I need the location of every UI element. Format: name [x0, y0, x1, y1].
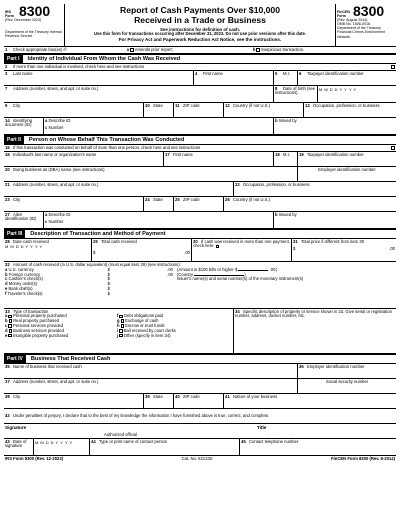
p2-first-name-field[interactable]: 17 First name: [164, 152, 274, 166]
p2-address-label: Address (number, street, and apt. or suite no.): [13, 181, 99, 187]
p2-occupation-label: Occupation, profession, or business: [243, 181, 310, 187]
date-part-letter: Y: [339, 86, 343, 92]
contact-phone-field[interactable]: 45 Contact telephone number: [241, 438, 299, 444]
date-received-field[interactable]: 28 Date cash received M M D D Y Y Y Y: [4, 239, 92, 261]
date-part-letter: D: [15, 244, 19, 250]
alien-id-describe-label: Describe ID: [48, 211, 71, 217]
date-part-letter: D: [45, 439, 49, 445]
transaction-type-label: Type of transaction: [13, 308, 49, 314]
irs-form-block: [4, 4, 65, 46]
mi-field[interactable]: 5 M.I.: [274, 71, 298, 85]
alien-id-number-label: Number: [48, 219, 64, 225]
line-14: [4, 118, 396, 135]
title-field[interactable]: [256, 424, 396, 438]
suspicious-checkbox[interactable]: [256, 48, 260, 52]
line-15-text: If this transaction was conducted on behalf of more than one person, check here and see instructions: [13, 144, 201, 150]
line-32-text: Amount of cash received (in U.S. dollar equivalent) (must equal item 29) (see instructions):: [13, 262, 181, 267]
irs-dept: Department of the Treasury Internal Revenue Service: [5, 30, 62, 39]
suspicious-label: Suspicious transaction.: [261, 46, 305, 52]
hundred-bills-cents: .00: [269, 266, 276, 272]
travelers-check-label: Traveler's check(s): [7, 290, 43, 296]
business-nature-label: Nature of your business: [233, 393, 278, 399]
date-part-letter: Y: [69, 439, 73, 445]
p2-occupation-field[interactable]: 22 Occupation, profession, or business: [235, 181, 310, 187]
occupation-label: Occupation, profession, or business: [313, 102, 380, 108]
business-zip-field[interactable]: 40 ZIP code: [174, 394, 224, 408]
org-name-label: Individual's last name or organization's name: [13, 151, 97, 157]
type-d-checkbox[interactable]: [9, 329, 13, 333]
type-g-checkbox[interactable]: [121, 319, 125, 323]
p2-zip-label: ZIP code: [183, 196, 200, 202]
line-21-22: [4, 182, 396, 197]
sig-date-label-cell: 43 Date of signature: [4, 439, 34, 455]
id-issued-field[interactable]: b Issued by: [275, 117, 297, 123]
line-1: [4, 47, 396, 54]
date-part-letter: M: [10, 244, 14, 250]
line-1b-letter: b: [252, 46, 256, 52]
line-1a-letter: a: [126, 46, 130, 52]
omb-number: OMB No. 1506-0018: [337, 22, 370, 27]
money-order-label: Money order(s): [8, 281, 38, 287]
type-a-label: Personal property purchased: [12, 313, 67, 319]
footer-cat: Cat. No. 62133S: [181, 456, 213, 461]
type-e-checkbox[interactable]: [8, 334, 12, 338]
cashiers-check-label: Cashier's check(s): [8, 276, 43, 282]
foreign-currency-label: Foreign currency: [8, 271, 41, 277]
date-part-letter: D: [50, 439, 54, 445]
type-h-label: Escrow or trust funds: [125, 323, 165, 329]
business-address-field[interactable]: 37 Address (number, street, and apt. or suite no.): [4, 379, 298, 393]
fincen-rev: (Rev. August 2014): [337, 18, 368, 22]
date-part-letter: Y: [55, 439, 59, 445]
first-name-field[interactable]: 4 First name: [194, 71, 274, 85]
see-instructions: See instructions for definition of cash.: [159, 26, 240, 32]
amends-label: Amends prior report;: [134, 46, 173, 52]
part4-label: Part IV: [4, 355, 26, 363]
business-city-field[interactable]: 38 City: [4, 394, 144, 408]
date-part-letter: Y: [39, 244, 43, 250]
p2-state-field[interactable]: 24 State: [144, 197, 174, 211]
form-header: [4, 4, 396, 47]
fincen-form-block: [335, 4, 396, 46]
signature-label: Signature: [5, 425, 27, 430]
type-b-label: Real property purchased: [13, 318, 60, 324]
business-state-label: State: [153, 393, 163, 399]
issuer-note: Issuer's name(s) and serial number(s) of the monetary instrument(s): [177, 276, 304, 282]
us-currency-label: U.S. currency: [8, 266, 34, 272]
contact-phone-label: Contact telephone number: [249, 438, 299, 444]
transaction-type: 33 Type of transaction a Personal property purchased b Real property purchased c Personal services provided d Business services provided e Intangible property purchased f Debt obligations paid g Exchange of cash h Escrow or trust funds i Bail received by court clerks j Other (specify in item 34): [4, 309, 234, 353]
date-received-mdy: [5, 245, 90, 250]
date-part-letter: D: [20, 244, 24, 250]
id-label-cell: 14 Identifying document (ID): [4, 118, 44, 134]
date-part-letter: Y: [34, 244, 38, 250]
type-d-label: Business services provided: [13, 327, 64, 333]
line-15-checkbox[interactable]: [391, 146, 395, 150]
irs-form-number: 8300: [19, 3, 51, 19]
part2-header: [4, 135, 396, 145]
footer: [4, 456, 396, 463]
org-name-field[interactable]: 16 Individual's last name or organization's name: [4, 152, 164, 166]
payment-types: a U.S. currency $ b Foreign currency $ c Cashier's check(s) $ d Money order(s) $ e Bank draft(s) $ f Traveler's check(s) $: [5, 266, 110, 296]
hundred-bills-note: (Amount in $100 bills or higher $: [177, 266, 238, 272]
id-number-label: Number: [48, 125, 64, 131]
cashiers-check-dollar: $: [107, 276, 110, 282]
title-label: Title: [257, 425, 267, 430]
irs-form-prefix: IRS Form: [5, 9, 14, 18]
total-cash-field[interactable]: 29 Total cash received $ .00: [92, 239, 192, 261]
p2-mi-field[interactable]: 18 M.I.: [274, 152, 298, 166]
line-7-8: [4, 86, 396, 103]
foreign-currency-dollar: $: [107, 271, 110, 277]
date-part-letter: Y: [344, 86, 347, 92]
last-name-field[interactable]: 3 Last name: [4, 71, 194, 85]
p2-ein-field[interactable]: [298, 167, 396, 181]
p2-city-field[interactable]: 23 City: [4, 197, 144, 211]
date-received-label: Date cash received: [13, 238, 49, 244]
type-i-label: Bail received by court clerks: [123, 327, 176, 333]
part3-header: [4, 229, 396, 239]
business-ssn-field[interactable]: [298, 379, 396, 393]
type-c-label: Personal services provided: [12, 323, 64, 329]
line-35-36: [4, 364, 396, 379]
id-issued-label: Issued by: [278, 117, 297, 123]
p2-country-field[interactable]: 26 Country (if not U.S.): [225, 196, 271, 202]
business-ein-label: Employer identification number: [307, 363, 365, 369]
contact-name-label: Type or print name of contact person: [99, 438, 168, 444]
line-20: [4, 167, 396, 182]
date-part-letter: Y: [30, 244, 33, 250]
total-price-dollar: $: [293, 246, 296, 252]
p2-country-label: Country (if not U.S.): [233, 196, 271, 202]
total-price-field[interactable]: 31 Total price if different from item 29 $ .00: [293, 238, 395, 252]
address-label: Address (number, street, and apt. or suite no.): [13, 85, 99, 91]
p2-address-field[interactable]: 21 Address (number, street, and apt. or suite no.): [4, 182, 234, 196]
line-2-checkbox[interactable]: [391, 65, 395, 69]
us-currency-cents: .00: [167, 266, 173, 272]
type-c-checkbox[interactable]: [8, 324, 12, 328]
type-f-label: Debt obligations paid: [124, 313, 164, 319]
business-zip-label: ZIP code: [183, 393, 200, 399]
footer-fincen: FinCEN Form 8300 (Rev. 8-2014): [331, 456, 395, 461]
p2-first-name-label: First name: [173, 151, 193, 157]
part1-title: Identity of Individual From Whom the Cash Was Received: [27, 55, 181, 62]
line-38-41: [4, 394, 396, 409]
type-j-label: Other (specify in item 34): [123, 332, 171, 338]
date-part-letter: Y: [60, 439, 63, 445]
tin-field[interactable]: 6 Taxpayer identification number: [299, 70, 364, 76]
mi-label: M.I.: [283, 70, 290, 76]
city-label: City: [13, 102, 21, 108]
p2-tin-field[interactable]: 19 Taxpayer identification number: [299, 151, 364, 157]
p2-zip-field[interactable]: 25 ZIP code: [174, 197, 224, 211]
alien-id-describe-field[interactable]: a Describe ID c Number: [44, 212, 274, 228]
line-9-13: [4, 103, 396, 118]
type-b-checkbox[interactable]: [9, 319, 13, 323]
state-field[interactable]: 10 State: [144, 103, 174, 117]
part2-label: Part II: [4, 136, 24, 144]
dob-field[interactable]: [318, 86, 396, 102]
foreign-currency-cents: .00: [167, 271, 173, 277]
date-part-letter: M: [5, 244, 9, 250]
address-field[interactable]: 7 Address (number, street, and apt. or suite no.): [4, 86, 274, 102]
multiple-payments-checkbox[interactable]: [216, 245, 220, 249]
line-32: 32 Amount of cash received (in U.S. dollar equivalent) (must equal item 29) (see instructions): a U.S. currency $ b Foreign currency $ c Cashier's check(s) $ d Money order(s) $ e Bank draft(s) $ f Traveler's check(s) $ .00 .00 (Amount in $100 bills or higher $ .00) (Country ) Issuer's name(s) and serial number(s) of the monetary instrument(s): [4, 262, 396, 309]
signature-field[interactable]: [4, 424, 256, 438]
line-2: 2 If more than one individual is involved, check here and see instructions: [4, 64, 396, 71]
line-15: 15 If this transaction was conducted on behalf of more than one person, check here and see instructions: [4, 145, 396, 152]
line-37: [4, 379, 396, 394]
line-33-34: [4, 309, 396, 354]
business-nature-field[interactable]: 41 Nature of your business: [225, 393, 278, 399]
last-name-label: Last name: [13, 70, 33, 76]
travelers-check-dollar: $: [107, 290, 110, 296]
contact-name-field[interactable]: 44 Type or print name of contact person: [90, 439, 240, 455]
date-part-letter: Y: [348, 86, 352, 92]
business-name-label: Name of business that received cash: [13, 363, 82, 369]
line-28-31: [4, 239, 396, 262]
alien-id-label: Alien identification (ID): [5, 211, 37, 222]
total-cash-dollar: $: [93, 250, 96, 256]
total-cash-cents: .00: [184, 250, 190, 256]
line-3-6: [4, 71, 396, 86]
business-city-label: City: [13, 393, 21, 399]
business-ssn-label: Social security number: [325, 378, 369, 384]
type-i-checkbox[interactable]: [119, 329, 123, 333]
dob-label-cell: 8 Date of birth (see instructions): [274, 86, 318, 102]
description-label: Specific description of property or service shown in 33. Give serial or registration number, address, docket number, etc.: [235, 308, 392, 319]
date-part-letter: M: [319, 86, 323, 92]
title-line1: Report of Cash Payments Over $10,000: [119, 5, 280, 15]
part3-label: Part III: [4, 230, 25, 238]
line-1-num: 1: [5, 46, 8, 52]
business-name-field[interactable]: 35 Name of business that received cash: [4, 364, 298, 378]
dba-label: Doing business as (DBA) name (see instructions): [13, 166, 105, 172]
line-43-45: [4, 439, 396, 456]
use-note: Use this form for transactions occurring after December 31, 2023. Do not use prior versions after this date.: [94, 30, 306, 36]
part1-header: [4, 54, 396, 64]
multiple-payments-label: If cash was received in more than one payment, check here: [193, 238, 290, 249]
id-label: Identifying document (ID): [5, 117, 33, 128]
bank-draft-dollar: $: [107, 286, 110, 292]
p2-mi-label: M.I.: [283, 151, 290, 157]
alien-id-label-cell: 27 Alien identification (ID): [4, 212, 44, 228]
alien-id-issued-field[interactable]: b Issued by: [275, 211, 297, 217]
line-23-26: [4, 197, 396, 212]
us-currency-dollar: $: [107, 266, 110, 272]
footer-irs: IRS Form 8300 (Rev. 12-2023): [5, 456, 64, 461]
country-field[interactable]: 12 Country (if not U.S.): [224, 103, 304, 117]
money-order-dollar: $: [107, 281, 110, 287]
p2-tin-label: Taxpayer identification number: [307, 151, 364, 157]
form-page: [4, 4, 396, 515]
dob-label: Date of birth (see instructions): [275, 85, 316, 96]
date-part-letter: M: [40, 439, 44, 445]
fincen-form-prefix: FinCEN Form: [337, 9, 350, 18]
zip-field[interactable]: 11 ZIP code: [174, 103, 224, 117]
signature-row: [4, 424, 396, 439]
first-name-label: First name: [203, 70, 223, 76]
line-2-text: If more than one individual is involved, check here and see instructions: [13, 63, 145, 69]
type-g-label: Exchange of cash: [125, 318, 159, 324]
id-describe-field[interactable]: a Describe ID c Number: [44, 118, 274, 134]
tin-label: Taxpayer identification number: [307, 70, 364, 76]
hundred-bills-field[interactable]: [238, 270, 268, 271]
date-part-letter: Y: [25, 244, 29, 250]
total-cash-label: Total cash received: [101, 238, 137, 244]
country-label: Country (if not U.S.): [233, 102, 271, 108]
type-a-checkbox[interactable]: [8, 315, 12, 319]
sig-date-label: Date of signature: [5, 438, 27, 449]
line-1-text: Check appropriate box(es) if:: [13, 46, 67, 52]
p2-state-label: State: [153, 196, 163, 202]
zip-label: ZIP code: [183, 102, 200, 108]
state-label: State: [153, 102, 163, 108]
type-j-checkbox[interactable]: [119, 334, 123, 338]
occupation-field[interactable]: 13 Occupation, profession, or business: [305, 102, 380, 108]
title-line2: Received in a Trade or Business: [134, 14, 266, 25]
part4-title: Business That Received Cash: [30, 355, 111, 362]
date-part-letter: Y: [353, 86, 357, 92]
business-address-label: Address (number, street, and apt. or suite no.): [13, 378, 99, 384]
date-part-letter: Y: [64, 439, 68, 445]
irs-rev: (Rev. December 2023): [5, 18, 42, 22]
fincen-dept: Department of the Treasury Financial Crimes Enforcement Network: [337, 26, 386, 39]
part1-label: Part I: [4, 55, 23, 63]
authorized-official-label: Authorized official: [104, 432, 137, 438]
city-field[interactable]: 9 City: [4, 103, 144, 117]
dob-mdy: [319, 88, 395, 93]
part3-title: Description of Transaction and Method of Payment: [30, 230, 166, 237]
amends-checkbox[interactable]: [130, 48, 134, 52]
date-part-letter: D: [334, 86, 338, 92]
part2-title: Person on Whose Behalf This Transaction Was Conducted: [28, 136, 185, 143]
business-state-field[interactable]: 39 State: [144, 394, 174, 408]
sig-date-mdy: [35, 441, 88, 446]
line-42: 42 Under penalties of perjury, I declare that to the best of my knowledge the information I have furnished above is true, correct, and complete.: [4, 409, 396, 424]
alien-id-issued-label: Issued by: [278, 211, 297, 217]
total-price-label: Total price if different from item 29: [301, 238, 364, 244]
multiple-payments-field[interactable]: 30 If cash was received in more than one payment, check here: [192, 239, 292, 261]
line-16-19: [4, 152, 396, 167]
type-e-label: Intangible property purchased: [12, 332, 69, 338]
date-part-letter: D: [329, 86, 333, 92]
description-field[interactable]: 34 Specific description of property or service shown in 33. Give serial or registration number, address, docket number, etc.: [235, 308, 392, 319]
id-describe-label: Describe ID: [48, 117, 71, 123]
bank-draft-label: Bank draft(s): [8, 286, 33, 292]
business-ein-field[interactable]: 36 Employer identification number: [299, 363, 365, 369]
perjury-statement: Under penalties of perjury, I declare that to the best of my knowledge the information I have furnished above is true, correct, and complete.: [13, 412, 270, 418]
p2-city-label: City: [13, 196, 21, 202]
p2-ein-label: Employer identification number: [318, 166, 376, 172]
total-price-cents: .00: [389, 246, 395, 252]
line-27: [4, 212, 396, 229]
privacy-note: For Privacy Act and Paperwork Reduction Act Notice, see the instructions.: [118, 36, 282, 42]
part4-header: [4, 354, 396, 364]
country-note: (Country: [177, 271, 194, 277]
sig-date-field[interactable]: [34, 439, 90, 455]
date-part-letter: M: [35, 439, 39, 445]
dba-field[interactable]: 20 Doing business as (DBA) name (see instructions): [4, 167, 298, 181]
date-part-letter: M: [324, 86, 328, 92]
fincen-form-number: 8300: [353, 3, 385, 19]
form-title-block: [65, 4, 335, 46]
